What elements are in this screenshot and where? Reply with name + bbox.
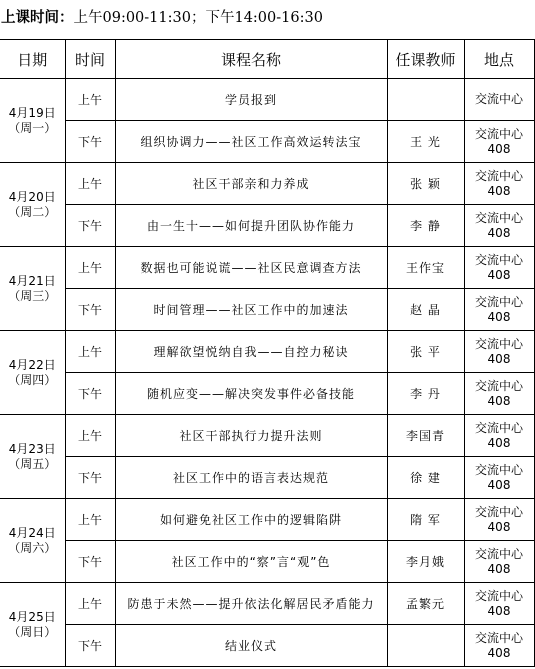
date-cell <box>0 163 65 247</box>
table-row <box>0 79 534 121</box>
teacher-cell: 李月娥 <box>387 541 464 583</box>
date-text: 4月20日 <box>8 189 56 204</box>
course-cell: 如何避免社区工作中的逻辑陷阱 <box>115 499 387 541</box>
place-cell <box>464 625 534 667</box>
period-cell: 上午 <box>65 79 115 121</box>
room-number: 408 <box>487 603 511 618</box>
table-row <box>0 457 534 499</box>
course-cell: 社区工作中的语言表达规范 <box>115 457 387 499</box>
place-cell <box>464 583 534 625</box>
period-cell: 下午 <box>65 625 115 667</box>
date-text: 4月23日 <box>8 441 56 456</box>
date-text: 4月21日 <box>8 273 56 288</box>
place-cell <box>464 289 534 331</box>
date-text: 4月22日 <box>8 357 56 372</box>
place-cell <box>464 499 534 541</box>
room-number: 408 <box>487 267 511 282</box>
place-name: 交流中心 <box>474 588 523 603</box>
header-teacher: 任课教师 <box>387 40 464 79</box>
place-cell <box>464 373 534 415</box>
teacher-cell: 王 光 <box>387 121 464 163</box>
header-place: 地点 <box>464 40 534 79</box>
place-name: 交流中心 <box>474 378 523 393</box>
place-name: 交流中心 <box>474 168 523 183</box>
teacher-cell: 孟繁元 <box>387 583 464 625</box>
header-time: 时间 <box>65 40 115 79</box>
course-cell: 社区工作中的“察”言“观”色 <box>115 541 387 583</box>
date-text: 4月19日 <box>8 105 56 120</box>
place-name: 交流中心 <box>474 546 523 561</box>
table-row <box>0 415 534 457</box>
header-row <box>0 40 534 79</box>
course-cell: 社区干部执行力提升法则 <box>115 415 387 457</box>
room-number: 408 <box>487 225 511 240</box>
period-cell: 上午 <box>65 583 115 625</box>
course-cell: 防患于未然——提升依法化解居民矛盾能力 <box>115 583 387 625</box>
place-cell <box>464 79 534 121</box>
course-cell: 由一生十——如何提升团队协作能力 <box>115 205 387 247</box>
place-name: 交流中心 <box>474 210 523 225</box>
place-cell <box>464 121 534 163</box>
teacher-cell: 张 平 <box>387 331 464 373</box>
schedule-body <box>0 79 534 667</box>
table-row <box>0 247 534 289</box>
place-name: 交流中心 <box>474 336 523 351</box>
date-text: 4月24日 <box>8 525 56 540</box>
place-cell <box>464 415 534 457</box>
weekday-text: （周三） <box>8 288 57 303</box>
room-number: 408 <box>487 645 511 660</box>
class-hours-value: 上午09:00-11:30；下午14:00-16:30 <box>73 10 323 26</box>
period-cell: 下午 <box>65 121 115 163</box>
period-cell: 下午 <box>65 205 115 247</box>
room-number: 408 <box>487 393 511 408</box>
place-name: 交流中心 <box>474 294 523 309</box>
period-cell: 上午 <box>65 331 115 373</box>
place-cell <box>464 457 534 499</box>
table-row <box>0 121 534 163</box>
date-text: 4月25日 <box>8 609 56 624</box>
room-number: 408 <box>487 309 511 324</box>
date-cell <box>0 499 65 583</box>
weekday-text: （周四） <box>8 372 57 387</box>
place-name: 交流中心 <box>474 420 523 435</box>
room-number: 408 <box>487 561 511 576</box>
place-name: 交流中心 <box>474 252 523 267</box>
teacher-cell: 张 颖 <box>387 163 464 205</box>
room-number: 408 <box>487 435 511 450</box>
teacher-cell: 赵 晶 <box>387 289 464 331</box>
table-row <box>0 205 534 247</box>
period-cell: 上午 <box>65 499 115 541</box>
period-cell: 下午 <box>65 541 115 583</box>
class-hours <box>1 6 323 30</box>
header-date: 日期 <box>0 40 65 79</box>
period-cell: 上午 <box>65 415 115 457</box>
teacher-cell: 李 丹 <box>387 373 464 415</box>
table-row <box>0 331 534 373</box>
table-row <box>0 373 534 415</box>
date-cell <box>0 331 65 415</box>
teacher-cell: 徐 建 <box>387 457 464 499</box>
place-name: 交流中心 <box>474 92 523 106</box>
table-row <box>0 289 534 331</box>
place-name: 交流中心 <box>474 504 523 519</box>
room-number: 408 <box>487 141 511 156</box>
period-cell: 上午 <box>65 247 115 289</box>
weekday-text: （周五） <box>8 456 57 471</box>
course-cell: 随机应变——解决突发事件必备技能 <box>115 373 387 415</box>
room-number: 408 <box>487 519 511 534</box>
period-cell: 下午 <box>65 457 115 499</box>
schedule-table <box>0 39 535 667</box>
date-cell <box>0 247 65 331</box>
weekday-text: （周一） <box>8 120 57 135</box>
course-cell: 理解欲望悦纳自我——自控力秘诀 <box>115 331 387 373</box>
date-cell <box>0 415 65 499</box>
date-cell <box>0 79 65 163</box>
table-row <box>0 163 534 205</box>
header-course: 课程名称 <box>115 40 387 79</box>
class-hours-label: 上课时间： <box>1 10 74 26</box>
place-name: 交流中心 <box>474 126 523 141</box>
teacher-cell <box>387 79 464 121</box>
date-cell <box>0 583 65 667</box>
weekday-text: （周二） <box>8 204 57 219</box>
place-cell <box>464 163 534 205</box>
teacher-cell: 隋 军 <box>387 499 464 541</box>
place-cell <box>464 205 534 247</box>
period-cell: 下午 <box>65 373 115 415</box>
table-row <box>0 625 534 667</box>
course-cell: 组织协调力——社区工作高效运转法宝 <box>115 121 387 163</box>
course-cell: 社区干部亲和力养成 <box>115 163 387 205</box>
table-row <box>0 583 534 625</box>
weekday-text: （周日） <box>8 624 57 639</box>
room-number: 408 <box>487 477 511 492</box>
table-row <box>0 499 534 541</box>
place-name: 交流中心 <box>474 462 523 477</box>
teacher-cell: 李 静 <box>387 205 464 247</box>
period-cell: 上午 <box>65 163 115 205</box>
room-number: 408 <box>487 351 511 366</box>
weekday-text: （周六） <box>8 540 57 555</box>
course-cell: 结业仪式 <box>115 625 387 667</box>
course-cell: 时间管理——社区工作中的加速法 <box>115 289 387 331</box>
course-cell: 数据也可能说谎——社区民意调查方法 <box>115 247 387 289</box>
period-cell: 下午 <box>65 289 115 331</box>
teacher-cell <box>387 625 464 667</box>
place-cell <box>464 247 534 289</box>
place-name: 交流中心 <box>474 630 523 645</box>
teacher-cell: 李国青 <box>387 415 464 457</box>
room-number: 408 <box>487 183 511 198</box>
place-cell <box>464 331 534 373</box>
place-cell <box>464 541 534 583</box>
teacher-cell: 王作宝 <box>387 247 464 289</box>
table-row <box>0 541 534 583</box>
course-cell: 学员报到 <box>115 79 387 121</box>
